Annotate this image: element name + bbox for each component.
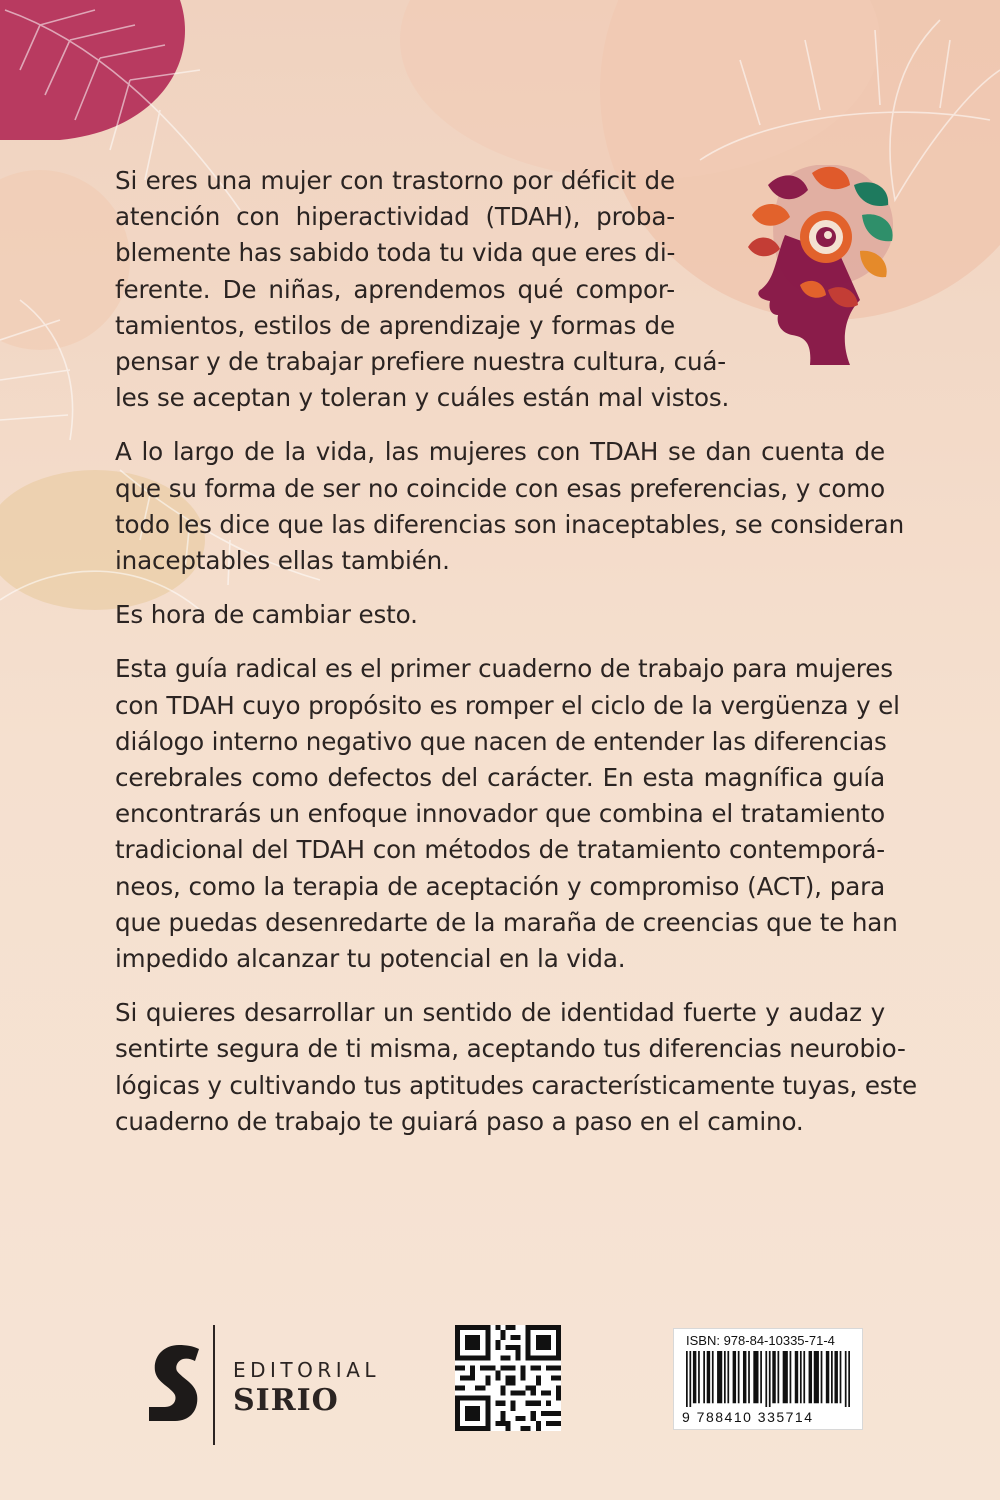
- text-line: inaceptables ellas también.: [115, 546, 450, 576]
- swan-s-logo-icon: [145, 1343, 203, 1423]
- text-line: Esta guía radical es el primer cuaderno de trabajo para mujeres: [115, 654, 893, 684]
- text-line: cerebrales como defectos del carácter. En esta magnífica guía: [115, 763, 885, 793]
- text-line: Es hora de cambiar esto.: [115, 600, 418, 630]
- publisher-label: EDITORIAL: [233, 1358, 381, 1382]
- paragraph-1: [115, 163, 730, 416]
- publisher-divider: [213, 1325, 215, 1445]
- text-line: todo les dice que las diferencias son inaceptables, se consideran: [115, 509, 905, 539]
- publisher-name: SIRIO: [233, 1383, 339, 1418]
- text-line: pensar y de trabajar prefiere nuestra cultura, cuá-: [115, 347, 727, 377]
- paragraph-4: [115, 651, 900, 977]
- isbn-label: ISBN: 978-84-10335-71-4: [686, 1333, 835, 1348]
- text-line: atención con hiperactividad (TDAH), proba-: [115, 202, 675, 232]
- isbn-barcode: [673, 1328, 863, 1430]
- text-line: con TDAH cuyo propósito es romper el ciclo de la vergüenza y el: [115, 690, 900, 720]
- text-line: que puedas desenredarte de la maraña de creencias que te han: [115, 907, 898, 937]
- back-cover-text: [115, 163, 917, 1158]
- barcode-digits: 9 788410 335714: [682, 1409, 814, 1425]
- text-line: cuaderno de trabajo te guiará paso a paso en el camino.: [115, 1106, 804, 1136]
- text-line: encontrarás un enfoque innovador que combina el tratamiento: [115, 799, 885, 829]
- text-line: tamientos, estilos de aprendizaje y formas de: [115, 310, 675, 340]
- text-line: tradicional del TDAH con métodos de tratamiento contemporá-: [115, 835, 885, 865]
- text-line: que su forma de ser no coincide con esas preferencias, y como: [115, 473, 885, 503]
- text-line: A lo largo de la vida, las mujeres con TDAH se dan cuenta de: [115, 437, 885, 467]
- paragraph-2: [115, 434, 905, 579]
- publisher-logo: [145, 1325, 405, 1445]
- barcode-bars: [686, 1351, 850, 1407]
- text-line: ferente. De niñas, aprendemos qué compor-: [115, 274, 675, 304]
- qr-code: [455, 1325, 561, 1431]
- text-line: impedido alcanzar tu potencial en la vida.: [115, 944, 626, 974]
- text-line: neos, como la terapia de aceptación y compromiso (ACT), para: [115, 871, 885, 901]
- text-line: blemente has sabido toda tu vida que eres di-: [115, 238, 676, 268]
- paragraph-3: [115, 597, 885, 633]
- text-line: sentirte segura de ti misma, aceptando tus diferencias neurobio-: [115, 1034, 906, 1064]
- text-line: Si quieres desarrollar un sentido de identidad fuerte y audaz y: [115, 998, 885, 1028]
- text-line: lógicas y cultivando tus aptitudes característicamente tuyas, este: [115, 1070, 917, 1100]
- text-line: les se aceptan y toleran y cuáles están mal vistos.: [115, 383, 730, 413]
- text-line: Si eres una mujer con trastorno por déficit de: [115, 166, 675, 195]
- paragraph-5: [115, 995, 917, 1140]
- text-line: diálogo interno negativo que nacen de entender las diferencias: [115, 726, 887, 756]
